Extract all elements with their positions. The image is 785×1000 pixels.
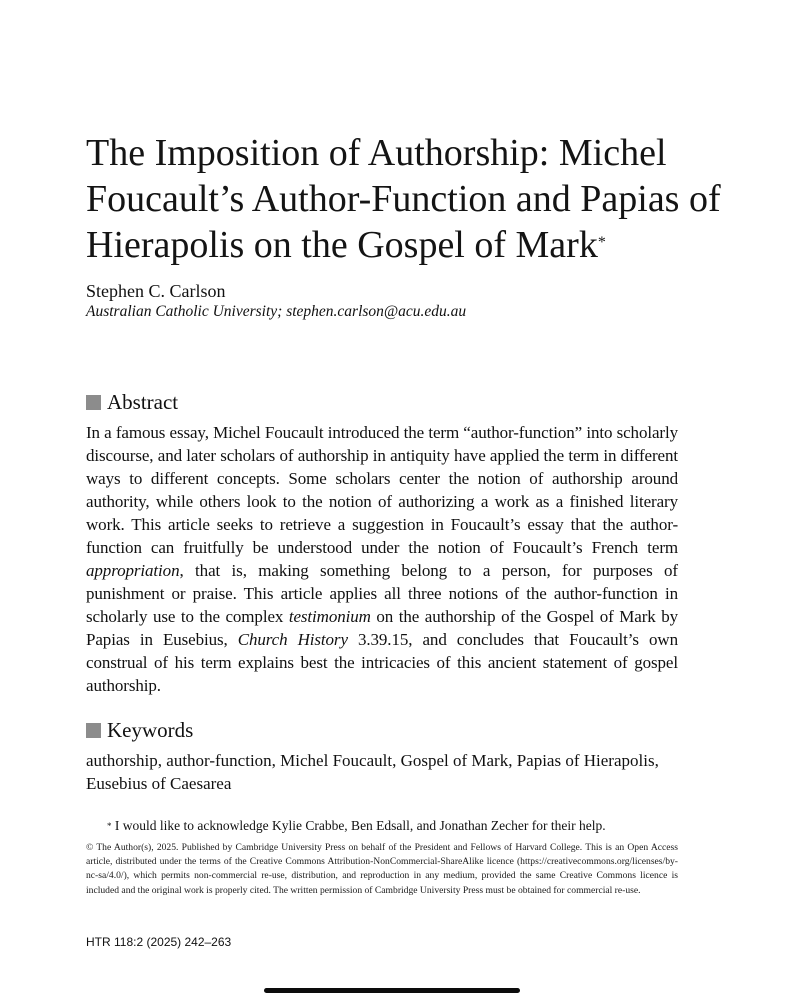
title-footnote-mark[interactable]: *: [597, 234, 606, 251]
acknowledgement-footnote: [107, 817, 687, 835]
author-affiliation: Australian Catholic University; stephen.carlson@acu.edu.au: [86, 303, 467, 320]
footnote-text: I would like to acknowledge Kylie Crabbe, Ben Edsall, and Jonathan Zecher for their help.: [111, 818, 606, 833]
article-title: [86, 130, 726, 268]
article-title-text: The Imposition of Authorship: Michel Foucault’s Author-Function and Papias of Hierapolis on the Gospel of Mark: [86, 132, 721, 266]
abstract-segment-2: , that is, making something belong to a person, for purposes of punishment or praise. This article applies all three notions of the author-function in scholarly use to the complex: [86, 561, 678, 626]
abstract-segment-1: In a famous essay, Michel Foucault introduced the term “author-function” into scholarly discourse, and later scholars of authorship in antiquity have applied the term in different ways to different concepts. Some scholars center the notion of authorship around authority, while others look to the notion of authorizing a work as a finished literary work. This article seeks to retrieve a suggestion in Foucault’s essay that the author-function can fruitfully be understood under the notion of Foucault’s French term: [86, 423, 678, 557]
author-name: Stephen C. Carlson: [86, 281, 226, 301]
keywords-list: authorship, author-function, Michel Foucault, Gospel of Mark, Papias of Hierapolis, Eusebius of Caesarea: [86, 751, 659, 793]
section-square-icon: [86, 395, 101, 410]
footnote-mark: *: [107, 821, 112, 831]
abstract-term-church-history: Church History: [237, 630, 348, 649]
keywords-heading-label: Keywords: [107, 718, 194, 742]
license-notice: © The Author(s), 2025. Published by Cambridge University Press on behalf of the President and Fellows of Harvard College. This is an Open Access article, distributed under the terms of the Creative Commons Attribution-NonCommercial-ShareAlike licence (https://creativecommons.org/licenses/by-nc-sa/4.0/), which permits non-commercial re-use, distribution, and reproduction in any medium, provided the same Creative Commons licence is included and the original work is properly cited. The written permission of Cambridge University Press must be obtained for commercial re-use.: [86, 842, 678, 896]
section-square-icon: [86, 723, 101, 738]
abstract-heading-label: Abstract: [107, 390, 179, 414]
abstract-term-testimonium: testimonium: [288, 607, 371, 626]
journal-citation: HTR 118:2 (2025) 242–263: [86, 935, 232, 949]
abstract-term-appropriation: appropriation: [86, 561, 180, 580]
abstract-segment-4: 3.39.15, and concludes that Foucault’s own construal of his term explains best the intricacies of this ancient statement of gospel authorship.: [86, 630, 678, 695]
abstract-heading: [86, 389, 178, 415]
abstract-segment-3: on the authorship of the Gospel of Mark by Papias in Eusebius,: [86, 607, 678, 649]
abstract-text: [86, 421, 678, 697]
home-indicator-bar[interactable]: [264, 988, 520, 993]
keywords-heading: [86, 717, 193, 743]
